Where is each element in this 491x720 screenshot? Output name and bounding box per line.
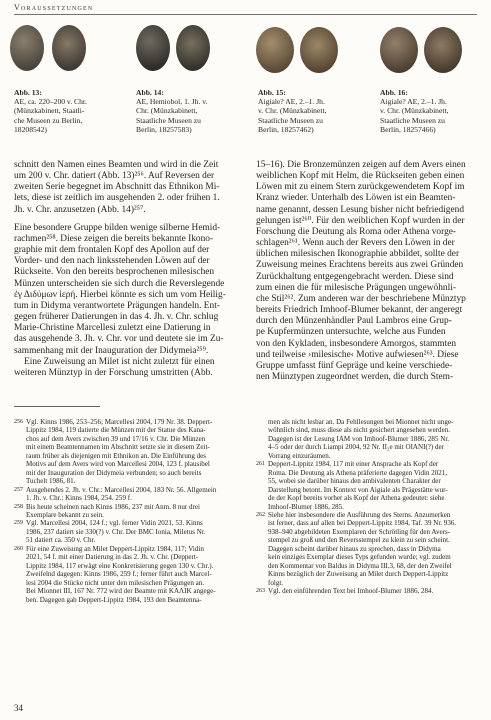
text-line: weiblichen Kopf mit Helm, die Rückseiten geben einen <box>256 171 465 182</box>
footnote-line <box>14 579 234 587</box>
footnotes-right <box>256 418 476 596</box>
footnote-text: ben. Dagegen gab Deppert-Lippitz 1984, 193 den Beamtenna- <box>26 595 202 604</box>
caption-abb-16 <box>380 88 480 134</box>
footnote-text: Darstellung betont. Im Kontext von Aigiale als Prägestätte wur- <box>268 485 448 494</box>
page-number: 34 <box>14 703 23 713</box>
coin-14-obverse <box>136 25 170 71</box>
text-line: um 200 v. Chr. datiert (Abb. 13)²⁵⁶. Auf Reversen der <box>14 171 215 182</box>
footnote-line <box>14 528 234 536</box>
footnote-line <box>14 545 234 553</box>
footnote-line <box>14 494 234 502</box>
footnote-line <box>256 435 476 443</box>
footnote-number: 261 <box>256 461 265 468</box>
footnote-text: 2021, 54 f. mit einer Datierung in das 2. Jh. v. Chr. (Deppert- <box>26 553 199 562</box>
coin-15-reverse <box>300 27 338 73</box>
body-column-right <box>256 160 476 383</box>
footnote-text: Vgl. Marcellesi 2004, 124 f.; vgl. ferner Vidin 2021, 53. Kinns <box>26 519 203 528</box>
footnote-line <box>256 503 476 511</box>
footnote-text: Zweifelnd dagegen: Kinns 1986, 259 f.; ferner führt auch Marcel- <box>26 570 212 579</box>
footnote-text: 1986, 237 datiert sie 330(?) v. Chr. Der BMC Ionia, Miletus Nr. <box>26 527 206 536</box>
footnote-line <box>256 511 476 519</box>
text-line: Rückseite. Von den bereits besprochenen milesischen <box>14 267 215 278</box>
footnote-text: Für eine Zuweisung an Milet Deppert-Lippitz 1984, 117; Vidin <box>26 544 204 553</box>
text-line: von den Kykladen, insbesondere Amorgos, stammten <box>256 338 457 349</box>
footnote-number: 257 <box>14 486 23 493</box>
text-line: lets, diese ist zeitlich im ausgehenden 2. oder frühen 1. <box>14 193 220 204</box>
text-line: Eine besondere Gruppe bilden wenige silberne Hemid- <box>14 222 221 233</box>
footnote-line <box>14 418 234 426</box>
footnote-text: Dagegen ist der Lesung IAM von Imhoof-Blumer 1886, 285 Nr. <box>268 434 450 443</box>
text-line: Löwen mit zu einem Stern zurückgewendetem Kopf im <box>256 182 465 193</box>
footnote-line <box>14 452 234 460</box>
footnote-text: men als nicht lesbar an. Da Fehllesungen bei Mionnet nicht unge- <box>268 418 454 426</box>
footnote-text: 51 datiert ca. 350 v. Chr. <box>26 536 96 545</box>
footnote-line <box>256 452 476 460</box>
footnote-text: Bis heute scheinen nach Kinns 1986, 237 mit Anm. 8 nur drei <box>26 502 200 511</box>
header-rule <box>14 14 477 15</box>
text-line: Zuweisung meines Erachtens bereits aus zwei Gründen <box>256 260 464 271</box>
footnote-text: Kinns bezüglich der Zuweisung an Milet durch Deppert-Lippitz <box>268 570 449 579</box>
text-line: das ausgehende 3. Jh. v. Chr. vor und deutete sie im Zu- <box>14 334 224 345</box>
footnote-line <box>256 443 476 451</box>
footnote-line <box>14 596 234 604</box>
footnote-text: Exemplare bekannt zu sein. <box>26 510 104 519</box>
caption-label: Abb. 15: <box>258 88 286 97</box>
footnote-number: 262 <box>256 511 265 518</box>
coin-13-reverse <box>52 25 86 71</box>
footnote-text: mit der Inauguration der Didymeia verbunden; so auch bereits <box>26 468 202 477</box>
footnote-text: chos auf dem Avers zwischen 39 und 17/16 v. Chr. Die Münzen <box>26 434 206 443</box>
text-line: graphie mit dem frontalen Kopf des Apollon auf der <box>14 245 210 256</box>
footnote-text: Tuchelt 1986, 81. <box>26 477 76 486</box>
footnote-line <box>14 443 234 451</box>
text-line: Vorder- und den nach linksstehenden Löwen auf der <box>14 256 210 267</box>
text-line: Münzen unterscheiden sie sich durch die Reverslegende <box>14 278 225 289</box>
footnote-line <box>14 503 234 511</box>
footnote-text: Lippitz 1984, 117 erwägt eine Konkretisierung gegen 130 v. Chr.). <box>26 561 214 570</box>
text-line: und teilweise ›milesische‹ Motive aufwiesen²⁶³. Diese <box>256 349 459 360</box>
footnote-line <box>256 536 476 544</box>
footnote-line <box>14 562 234 570</box>
caption-line: Aigiale? AE, 2.–1. Jh. <box>258 97 325 107</box>
caption-abb-14 <box>136 88 254 134</box>
footnote-line <box>14 426 234 434</box>
text-line: tum in Didyma verantwortete Prägungen handeln. Ent- <box>14 300 220 311</box>
text-line: schlagen²⁶¹. Wenn auch der Revers den Löwen in der <box>256 238 455 249</box>
footnote-line <box>14 486 234 494</box>
caption-label: Abb. 14: <box>136 88 164 97</box>
footnote-line <box>14 570 234 578</box>
footnote-text: 4–5 oder der durch Liampi 2004, 92 Nr. II₂e mit OIANI(?) der <box>268 443 445 452</box>
caption-line: Berlin, 18257466) <box>380 124 436 134</box>
paragraph-gap <box>14 216 234 223</box>
text-line: Gruppe umfasst fünf Gepräge und keine verschiede- <box>256 360 453 371</box>
caption-line: 18208542) <box>14 124 47 134</box>
footnote-line <box>256 587 476 595</box>
coin-14-reverse <box>176 25 210 71</box>
footnote-line <box>256 418 476 426</box>
text-line: rachmen²⁵⁸. Diese zeigen die bereits bekannte Ikono- <box>14 233 214 244</box>
text-line: gelungen ist²⁶⁰. Für den weiblichen Kopf wurden in der <box>256 215 465 226</box>
footnote-line <box>256 469 476 477</box>
footnote-text: Lippitz 1984, 119 datierte die Münzen mit der Statue des Kana- <box>26 426 206 435</box>
footnote-text: Bei Mionnet III, 167 Nr. 772 wird der Beamte mit ΚΑΛΙΚ angege- <box>26 587 216 596</box>
text-line: che Stil²⁶². Zum anderen war der beschriebene Münztyp <box>256 293 466 304</box>
footnote-text: Vorrang einzuräumen. <box>268 451 331 460</box>
footnote-text: Vgl. Kinns 1986, 253–256; Marcellesi 2004, 179 Nr. 38. Deppert- <box>26 418 213 426</box>
footnote-number: 260 <box>14 545 23 552</box>
text-line: zum einen die für milesische Prägungen ungewöhnli- <box>256 282 456 293</box>
footnote-text: Deppert-Lippitz 1984, 117 mit einer Ansprache als Kopf der <box>268 460 439 469</box>
footnote-line <box>14 519 234 527</box>
caption-line: Staatliche Museen zu <box>136 115 201 125</box>
text-line: weiteren Münztyp in der Forschung umstritten (Abb. <box>14 367 213 378</box>
footnote-number: 263 <box>256 588 265 595</box>
coin-13-obverse <box>10 25 44 71</box>
text-line: bereits Friedrich Imhoof-Blumer bekannt, der angeregt <box>256 305 463 316</box>
text-line: gegen früherer Datierungen in das 4. Jh. v. Chr. schlug <box>14 312 219 323</box>
caption-line: (Münzkabinett, Staatli- <box>14 106 85 116</box>
coin-figures <box>0 18 491 80</box>
caption-line: che Museen zu Berlin, <box>14 115 83 125</box>
text-line: Marie-Christine Marcellesi zuletzt eine Datierung in <box>14 323 211 334</box>
caption-abb-13 <box>14 88 132 134</box>
footnote-line <box>14 435 234 443</box>
caption-line: Berlin, 18257583) <box>136 124 192 134</box>
footnote-line <box>256 460 476 468</box>
footnote-line <box>14 460 234 468</box>
footnote-text: den Kommentar von Baldus in Didyma III.3, 68, der den Zweifel <box>268 561 452 570</box>
caption-line: Berlin, 18257462) <box>258 124 314 134</box>
caption-line: AE, ca. 220–200 v. Chr. <box>14 97 87 107</box>
text-line: Eine Zuweisung an Milet ist nicht zuletzt für einen <box>24 356 215 367</box>
text-line: Zurückhaltung entgegengebracht werden. Diese sind <box>256 271 454 282</box>
caption-line: Chr. (Münzkabinett, <box>136 106 198 116</box>
running-title: Voraussetzungen <box>14 3 94 12</box>
footnote-text: Motivs auf dem Avers wird von Marcellesi 2004, 123 f. plausibel <box>26 460 210 469</box>
footnote-line <box>256 553 476 561</box>
text-line: 15–16). Die Bronzemünzen zeigen auf dem Avers einen <box>256 160 466 170</box>
footnote-text: Ausgehendes 2. Jh. v. Chr.: Marcellesi 2004, 183 Nr. 56. Allgemein <box>26 485 217 494</box>
caption-line: v. Chr. (Münzkabinett, <box>380 106 449 116</box>
footnote-line <box>14 553 234 561</box>
text-line: ἐγ Διδύμων ἱερή. Hierbei könnte es sich um vom Heilig- <box>14 289 226 300</box>
footnote-text: 938–940 abgebildeten Exemplaren der Schrötling für den Avers- <box>268 527 451 536</box>
caption-abb-15 <box>258 88 376 134</box>
footnote-line <box>256 545 476 553</box>
footnote-line <box>14 536 234 544</box>
footnote-text: Dagegen scheint darüber hinaus zu sprechen, dass in Didyma <box>268 544 441 553</box>
footnote-line <box>256 494 476 502</box>
coin-15-obverse <box>256 27 294 73</box>
footnote-text: de der Kopf bereits vorher als Kopf der Athena gedeutet: siehe <box>268 494 445 503</box>
footnote-text: mit einem Beamtennamen im Abschnitt setzte sie in diesem Zeit- <box>26 443 210 452</box>
footnote-text: ist ferner, dass auf allen bei Deppert-Lippitz 1984, Taf. 39 Nr. 936. <box>268 519 457 528</box>
footnote-text: stempel zu groß und den Reversstempel zu klein zu sein scheint. <box>268 536 450 545</box>
caption-label: Abb. 16: <box>380 88 408 97</box>
footnote-number: 256 <box>14 419 23 425</box>
body-column-left <box>14 160 234 379</box>
text-line: durch den Münzenhändler Paul Lambros eine Grup- <box>256 316 452 327</box>
caption-line: v. Chr. (Münzkabinett, <box>258 106 327 116</box>
text-line: pe Kupfermünzen untersuchte, welche aus Funden <box>256 327 446 338</box>
footnote-line <box>256 426 476 434</box>
caption-line: Staatliche Museen zu <box>258 115 323 125</box>
coin-16-obverse <box>380 27 418 73</box>
footnote-number: 259 <box>14 520 23 527</box>
footnote-text: 1. Jh. v. Chr.: Kinns 1984, 254. 259 f. <box>26 494 132 503</box>
caption-label: Abb. 13: <box>14 88 42 97</box>
text-line: Kranz wieder. Unterhalb des Löwen ist ein Beamten- <box>256 193 456 204</box>
footnote-text: wöhnlich sind, muss diese als nicht gesichert angesehen werden. <box>268 426 450 435</box>
footnote-line <box>256 528 476 536</box>
caption-line: Aigiale? AE, 2.–1. Jh. <box>380 97 447 107</box>
footnote-line <box>14 587 234 595</box>
text-line: nen Münztypen zugeordnet werden, die durch Stem- <box>256 371 454 382</box>
footnote-text: kein einziges Exemplar dieses Typs gefunden wurde; vgl. zudem <box>268 553 451 562</box>
footnote-line <box>256 486 476 494</box>
text-line: Jh. v. Chr. anzusetzen (Abb. 14)²⁵⁷. <box>14 204 146 215</box>
text-line: Forschung die Deutung als Roma oder Athena vorge- <box>256 226 457 237</box>
footnote-text: Siehe hier insbesondere die Ausführung des Sterns. Anzumerken <box>268 510 451 519</box>
footnote-line <box>14 511 234 519</box>
caption-line: Staatliche Museen zu <box>380 115 445 125</box>
footnote-line <box>14 469 234 477</box>
text-line: zweiten Serie begegnet im Abschnitt das Ethnikon Mi- <box>14 182 220 193</box>
text-line: name genannt, dessen Lesung bisher nicht befriedigend <box>256 204 465 215</box>
footnote-text: Imhoof-Blumer 1886, 285. <box>268 502 344 511</box>
footnote-line <box>256 562 476 570</box>
text-line: üblichen milesischen Ikonographie abbildet, sollte der <box>256 249 460 260</box>
footnote-line <box>256 570 476 578</box>
footnote-text: raum früher als diejenigen mit Ethnikon an. Die Einführung des <box>26 451 207 460</box>
footnote-text: 55, wobei sie darüber hinaus den ambivalenten Charakter der <box>268 477 441 486</box>
footnote-text: Roma. Die Deutung als Athena präferierte dagegen Vidin 2021, <box>268 468 448 477</box>
footnote-rule <box>14 406 100 407</box>
text-line: sammenhang mit der Inauguration der Didymeia²⁵⁹. <box>14 345 209 356</box>
footnote-text: Vgl. den einführenden Text bei Imhoof-Blumer 1886, 284. <box>268 587 434 596</box>
footnote-number: 258 <box>14 503 23 510</box>
coin-16-reverse <box>424 27 462 73</box>
footnote-line <box>256 579 476 587</box>
footnote-text: lesi 2004 die Stücke nicht unter den milesischen Prägungen an. <box>26 578 205 587</box>
footnote-line <box>256 477 476 485</box>
footnote-text: folgt. <box>268 578 284 587</box>
footnote-line <box>256 519 476 527</box>
caption-line: AE, Hemiobol, 1. Jh. v. <box>136 97 208 107</box>
footnotes-left <box>14 418 234 604</box>
text-line: schnitt den Namen eines Beamten und wird in die Zeit <box>14 160 219 170</box>
footnote-line <box>14 477 234 485</box>
